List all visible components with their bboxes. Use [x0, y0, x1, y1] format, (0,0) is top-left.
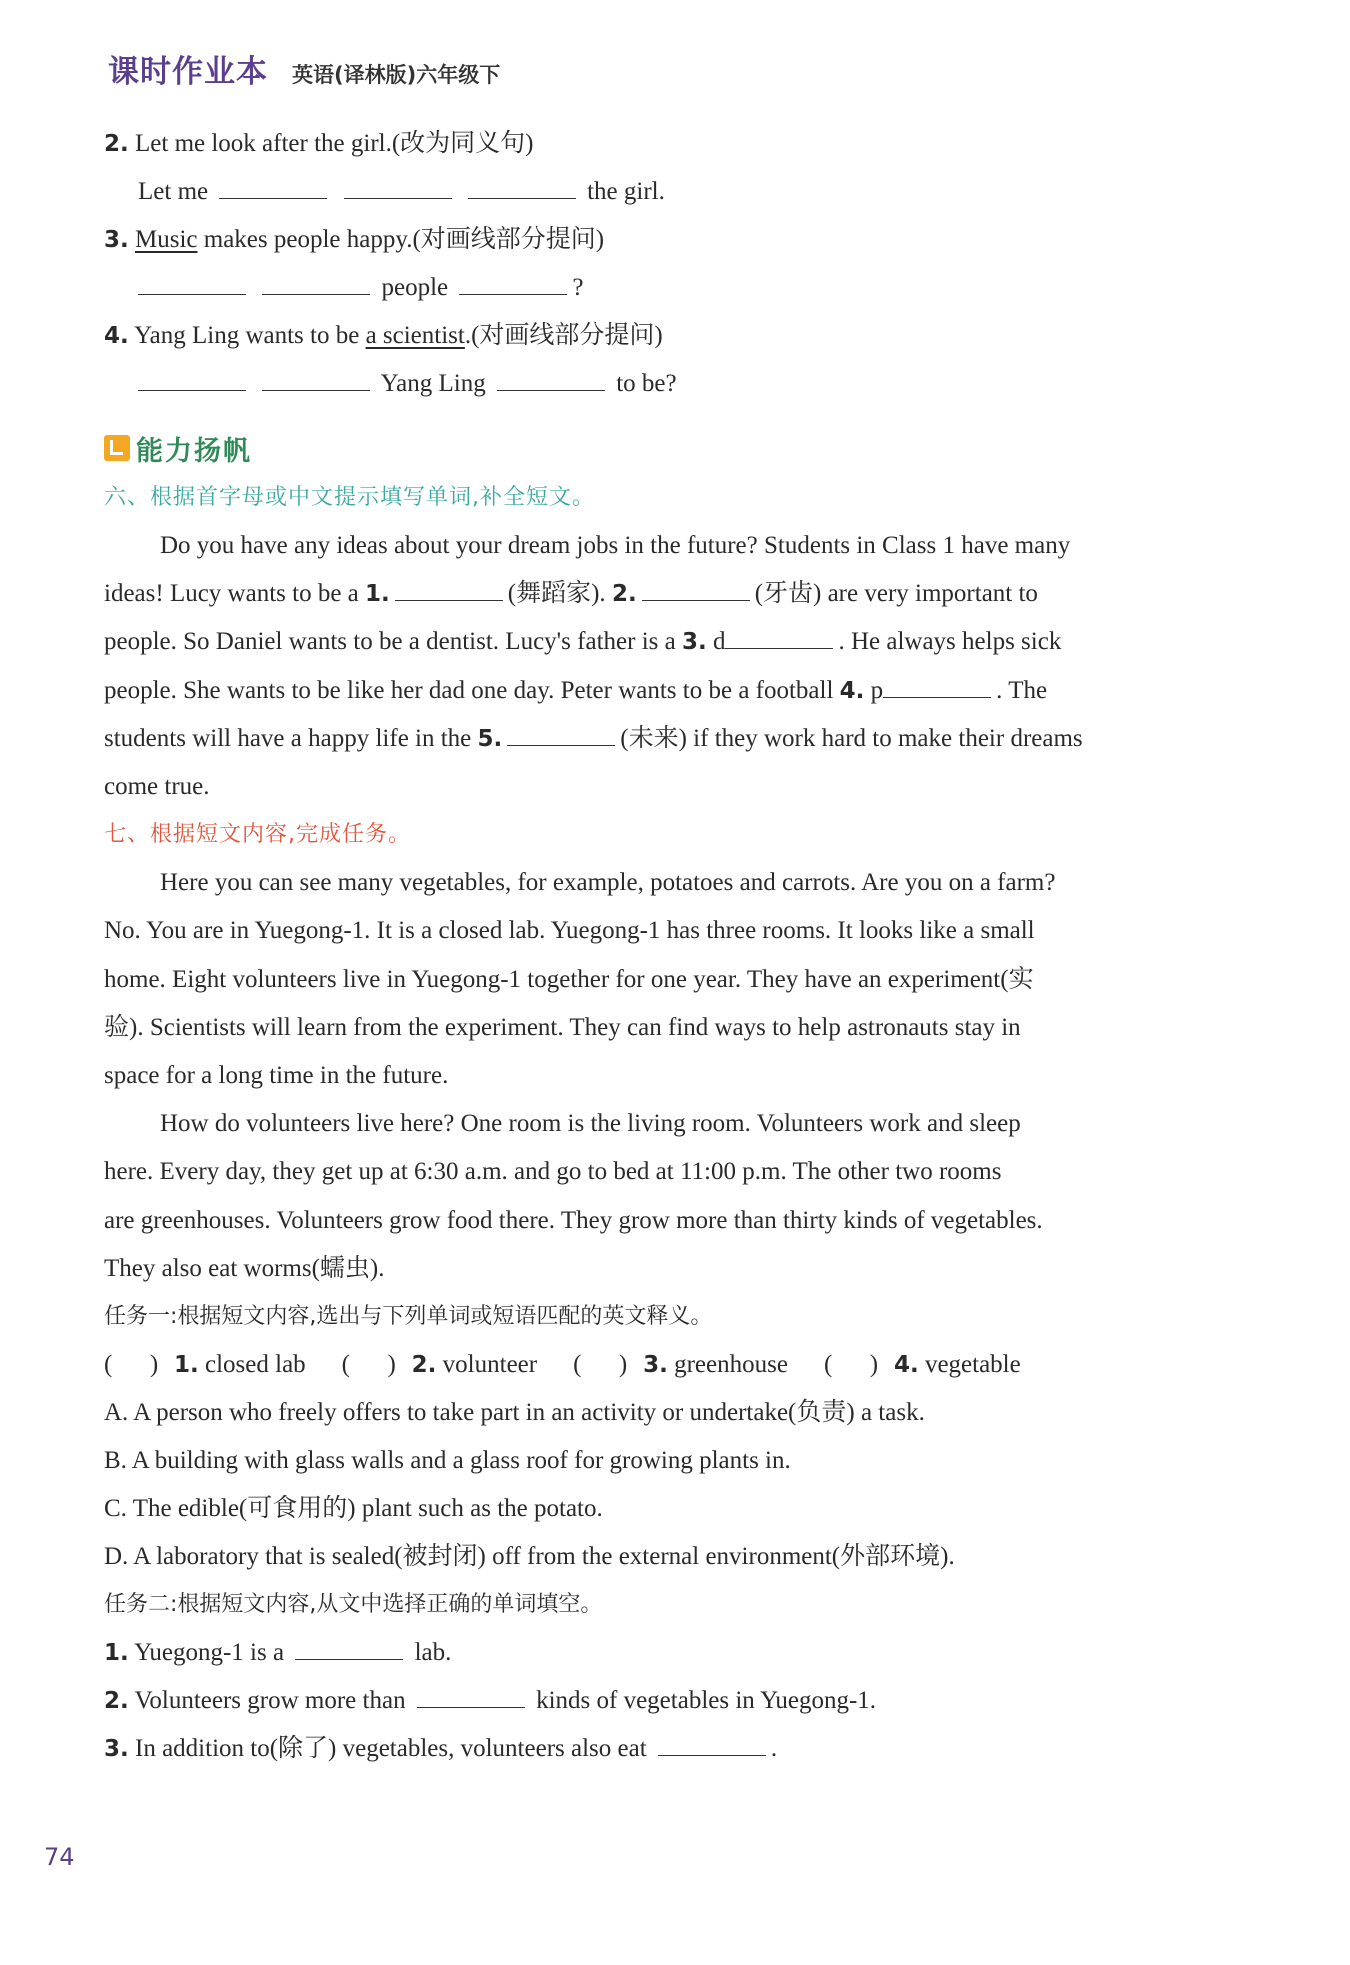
passage-line: No. You are in Yuegong-1. It is a closed lab. Yuegong-1 has three rooms. It looks like a small — [104, 917, 1035, 945]
match-item — [824, 1341, 1021, 1389]
answer-blank[interactable] — [658, 1729, 766, 1756]
passage-text: students will have a happy life in the — [104, 724, 478, 752]
question-number: 4. — [104, 323, 129, 349]
blank-number: 4. — [839, 677, 865, 704]
page-header — [108, 46, 500, 96]
passage-text: (未来) if they work hard to make their dreams — [620, 724, 1083, 752]
page-content — [104, 120, 1264, 1773]
question-text: makes people happy.(对画线部分提问) — [197, 226, 605, 253]
item-number: 2. — [411, 1352, 437, 1379]
answer-2 — [104, 168, 1264, 216]
answer-blank[interactable] — [725, 622, 833, 649]
passage-text: people. So Daniel wants to be a dentist. Lucy's father is a — [104, 628, 682, 656]
q7-heading: 七、根据短文内容,完成任务。 — [104, 822, 411, 848]
question-text: Yuegong-1 is a — [134, 1639, 285, 1667]
question-number: 3. — [104, 1736, 129, 1763]
match-item — [342, 1341, 537, 1389]
answer-paren[interactable]: ( ) — [104, 1351, 159, 1379]
task1-heading: 任务一:根据短文内容,选出与下列单词或短语匹配的英文释义。 — [104, 1304, 713, 1330]
match-item — [573, 1341, 788, 1389]
answer-blank[interactable] — [642, 574, 750, 601]
q6-passage — [104, 522, 1264, 811]
question-4 — [104, 312, 1264, 360]
answer-blank[interactable] — [219, 172, 327, 199]
passage-line: come true. — [104, 773, 210, 801]
answer-blank[interactable] — [507, 719, 615, 746]
task2-question-1 — [104, 1629, 1264, 1677]
answer-blank[interactable] — [417, 1681, 525, 1708]
answer-paren[interactable]: ( ) — [573, 1351, 628, 1379]
question-text: Volunteers grow more than — [134, 1687, 406, 1715]
option-b: B. A building with glass walls and a glass roof for growing plants in. — [104, 1447, 791, 1475]
section-book-icon — [104, 435, 130, 461]
item-word: volunteer — [442, 1351, 538, 1379]
question-number: 2. — [104, 1688, 129, 1715]
q7-passage-2 — [104, 1100, 1264, 1293]
q7-passage-1 — [104, 859, 1264, 1100]
answer-blank[interactable] — [883, 671, 991, 698]
question-number: 3. — [104, 227, 129, 253]
answer-blank[interactable] — [138, 364, 246, 391]
answer-paren[interactable]: ( ) — [341, 1351, 396, 1379]
blank-number: 2. — [611, 581, 637, 608]
passage-text: (舞蹈家). — [507, 580, 612, 608]
question-text: Let me look after the girl.(改为同义句) — [135, 130, 534, 157]
passage-line: Do you have any ideas about your dream jobs in the future? Students in Class 1 have many — [160, 532, 1071, 559]
item-number: 1. — [174, 1352, 199, 1379]
answer-blank[interactable] — [459, 268, 567, 295]
blank-number: 5. — [477, 725, 503, 752]
option-d: D. A laboratory that is sealed(被封闭) off from the external environment(外部环境). — [104, 1543, 955, 1571]
underlined-text: a scientist — [365, 322, 465, 349]
answer-blank[interactable] — [262, 268, 370, 295]
item-word: greenhouse — [674, 1351, 788, 1379]
passage-line: How do volunteers live here? One room is the living room. Volunteers work and sleep — [160, 1110, 1021, 1138]
task2-question-2 — [104, 1677, 1264, 1725]
answer-blank[interactable] — [344, 172, 452, 199]
passage-line: They also eat worms(蠕虫). — [104, 1254, 385, 1282]
answer-blank[interactable] — [295, 1633, 403, 1660]
passage-text: d — [706, 628, 726, 656]
question-3 — [104, 216, 1264, 264]
passage-line: home. Eight volunteers live in Yuegong-1 together for one year. They have an experiment(实 — [104, 965, 1034, 993]
passage-text: ideas! Lucy wants to be a — [104, 580, 366, 608]
answer-paren[interactable]: ( ) — [823, 1351, 879, 1379]
question-2 — [104, 120, 1264, 168]
question-text: In addition to(除了) vegetables, volunteers also eat — [135, 1735, 647, 1763]
answer-text: Let me — [138, 178, 209, 205]
passage-text: . He always helps sick — [838, 628, 1062, 656]
match-item — [104, 1341, 306, 1389]
passage-text: p — [864, 676, 884, 704]
item-number: 4. — [893, 1352, 919, 1379]
answer-text: ? — [572, 274, 584, 301]
answer-3 — [104, 264, 1264, 312]
passage-text: . The — [996, 676, 1048, 704]
underlined-text: Music — [135, 226, 198, 253]
passage-line: here. Every day, they get up at 6:30 a.m. and go to bed at 11:00 p.m. The other two rooms — [104, 1158, 1002, 1186]
passage-text: (牙齿) are very important to — [754, 580, 1038, 608]
answer-4 — [104, 360, 1264, 408]
book-subtitle: 英语(译林版)六年级下 — [292, 63, 501, 87]
question-text: kinds of vegetables in Yuegong-1. — [536, 1687, 877, 1715]
answer-blank[interactable] — [395, 574, 503, 601]
answer-text: Yang Ling — [380, 370, 486, 397]
answer-blank[interactable] — [262, 364, 370, 391]
answer-blank[interactable] — [497, 364, 605, 391]
option-a: A. A person who freely offers to take part in an activity or undertake(负责) a task. — [104, 1399, 925, 1427]
page-number: 74 — [44, 1843, 75, 1871]
question-number: 2. — [104, 131, 129, 157]
question-text: lab. — [414, 1639, 452, 1667]
section-title — [104, 422, 1264, 474]
question-number: 1. — [104, 1640, 129, 1667]
blank-number: 3. — [681, 629, 707, 656]
question-text: .(对画线部分提问) — [464, 322, 663, 349]
passage-line: space for a long time in the future. — [104, 1062, 449, 1090]
item-word: closed lab — [205, 1351, 306, 1379]
item-word: vegetable — [924, 1351, 1021, 1379]
question-text: Yang Ling wants to be — [134, 322, 366, 349]
answer-text: people — [381, 274, 449, 301]
answer-blank[interactable] — [468, 172, 576, 199]
passage-line: 验). Scientists will learn from the experiment. They can find ways to help astronauts stay in — [104, 1013, 1021, 1041]
book-brand: 课时作业本 — [108, 54, 268, 90]
q6-heading: 六、根据首字母或中文提示填写单词,补全短文。 — [104, 485, 595, 510]
item-number: 3. — [643, 1352, 668, 1379]
task2-heading: 任务二:根据短文内容,从文中选择正确的单词填空。 — [104, 1592, 603, 1618]
passage-line: are greenhouses. Volunteers grow food there. They grow more than thirty kinds of vegetables. — [104, 1206, 1043, 1234]
passage-line: Here you can see many vegetables, for example, potatoes and carrots. Are you on a farm? — [160, 869, 1056, 897]
question-text: . — [770, 1735, 778, 1763]
blank-number: 1. — [365, 581, 390, 608]
task2-question-3 — [104, 1725, 1264, 1773]
answer-text: the girl. — [587, 178, 665, 205]
section-title-text: 能力扬帆 — [136, 435, 252, 467]
option-c: C. The edible(可食用的) plant such as the potato. — [104, 1495, 603, 1523]
task1-items — [104, 1341, 1264, 1389]
answer-text: to be? — [616, 370, 677, 397]
passage-text: people. She wants to be like her dad one day. Peter wants to be a football — [104, 676, 840, 704]
answer-blank[interactable] — [138, 268, 246, 295]
